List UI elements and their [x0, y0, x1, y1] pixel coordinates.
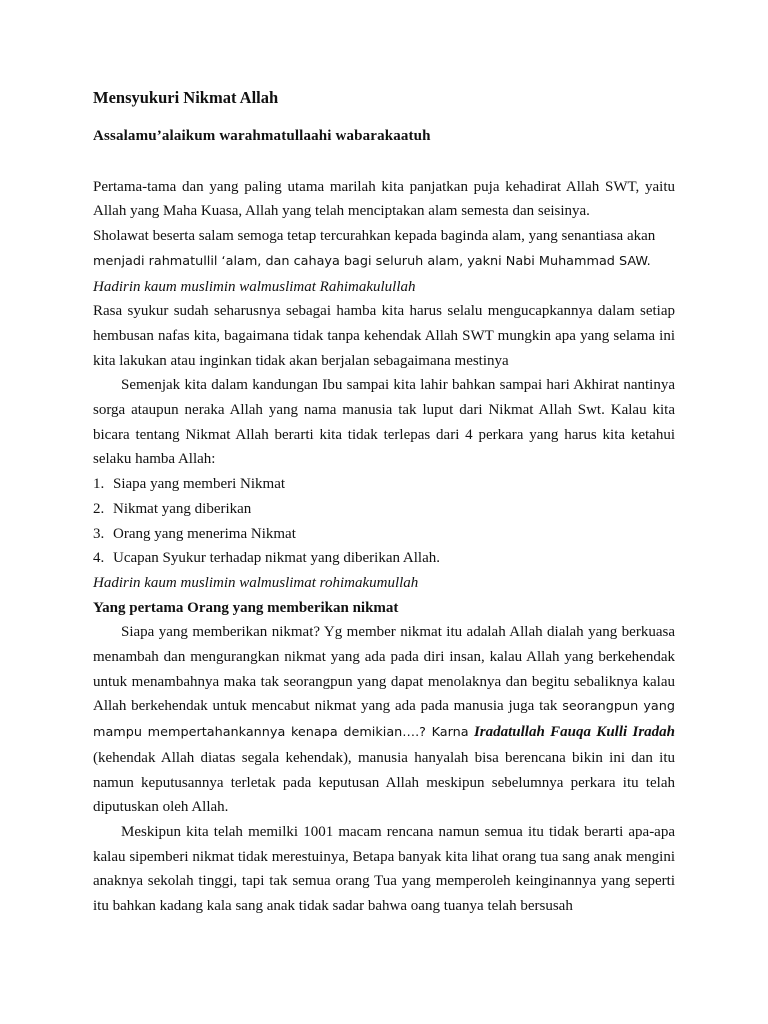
giver-text-b: seorangpun yang mampu mempertahankannya kenapa demikian….? Karna	[93, 699, 676, 741]
paragraph-four-matters: Semenjak kita dalam kandungan Ibu sampai kita lahir bahkan sampai hari Akhirat nantinya sorga ataupun neraka Allah yang nama manusia tak luput dari Nikmat Allah Swt. Kalau kita bicara tentang Nikmat Allah berarti kita tidak terlepas dari 4 perkara yang harus kita ketahui selaku hamba Allah:	[93, 377, 675, 468]
list-item	[93, 546, 675, 571]
paragraph-giver-of-blessing	[93, 620, 675, 820]
document-title: Mensyukuri Nikmat Allah	[93, 88, 279, 107]
arabic-phrase: Iradatullah Fauqa Kulli Iradah	[473, 724, 676, 741]
address-audience-1: Hadirin kaum muslimin walmuslimat Rahimakulullah	[93, 278, 416, 295]
paragraph-plans: Meskipun kita telah memilki 1001 macam rencana namun semua itu tidak berarti apa-apa kalau sipemberi nikmat tidak merestuinya, Betapa banyak kita lihat orang tua sang anak mengini anaknya sekolah tinggi, tapi tak semua orang Tua yang memperoleh keinginannya yang seperti itu bahkan kadang kala sang anak tidak sadar bahwa oang tuanya telah bersusah	[93, 823, 675, 915]
sholawat-line-2: menjadi rahmatullil ‘alam, dan cahaya bagi seluruh alam, yakni Nabi Muhammad SAW.	[93, 253, 651, 269]
section-heading-first: Yang pertama Orang yang memberikan nikmat	[93, 599, 399, 616]
list-text: Nikmat yang diberikan	[113, 500, 252, 517]
document-body	[93, 86, 675, 919]
list-number: 3.	[93, 525, 105, 542]
giver-text-d: (kehendak Allah diatas segala kehendak), manusia hanyalah bisa berencana bikin ini dan itu namun keputusannya terletak pada keputusan Allah meskipun sebelumnya perkara itu telah diputuskan oleh Allah.	[93, 749, 675, 816]
list-item	[93, 497, 675, 522]
list-number: 2.	[93, 500, 105, 517]
address-audience-2: Hadirin kaum muslimin walmuslimat rohimakumullah	[93, 574, 419, 591]
paragraph-gratitude: Rasa syukur sudah seharusnya sebagai hamba kita harus selalu mengucapkannya dalam setiap hembusan nafas kita, bagaimana tidak tanpa kehendak Allah SWT mungkin apa yang selama ini kita lakukan atau inginkan tidak akan berjalan sebagaimana mestinya	[93, 303, 675, 369]
giver-text-a: Siapa yang memberikan nikmat? Yg member nikmat itu adalah Allah dialah yang berkuasa menambah dan mengurangkan nikmat yang ada pada diri insan, kalau Allah yang berkehendak untuk menambahnya maka tak seorangpun yang dapat menolaknya dan begitu sebaliknya kalau Allah berkehendak untuk mencabut nikmat yang ada pada manusia juga tak	[93, 624, 675, 715]
paragraph-opening-praise: Pertama-tama dan yang paling utama marilah kita panjatkan puja kehadirat Allah SWT, yaitu Allah yang Maha Kuasa, Allah yang telah menciptakan alam semesta dan seisinya.	[93, 178, 675, 220]
list-item	[93, 522, 675, 547]
list-number: 1.	[93, 476, 105, 493]
list-text: Ucapan Syukur terhadap nikmat yang diberikan Allah.	[113, 550, 440, 567]
list-text: Siapa yang memberi Nikmat	[113, 476, 286, 493]
sholawat-line-1: Sholawat beserta salam semoga tetap tercurahkan kepada baginda alam, yang senantiasa akan	[93, 228, 656, 245]
four-matters-list	[93, 472, 675, 571]
paragraph-sholawat	[93, 224, 675, 274]
list-item	[93, 472, 675, 497]
opening-greeting: Assalamu’alaikum warahmatullaahi wabarakaatuh	[93, 128, 431, 144]
list-text: Orang yang menerima Nikmat	[113, 525, 296, 542]
list-number: 4.	[93, 550, 105, 567]
